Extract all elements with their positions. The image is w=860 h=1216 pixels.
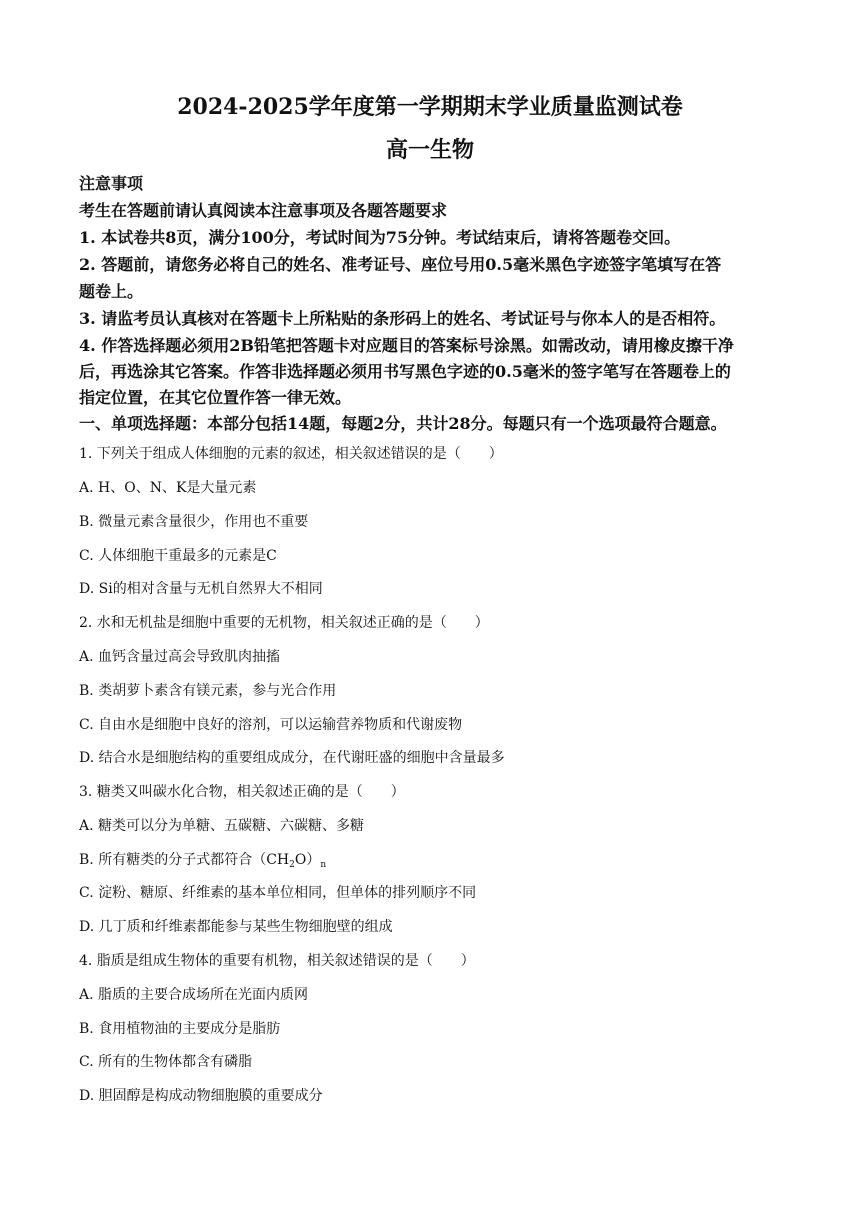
question-3-option-b	[79, 851, 791, 874]
section1-heading: 一、单项选择题：本部分包括14题，每题2分，共计28分。每题只有一个选项最符合题意。	[79, 415, 727, 433]
question-2-option-d: D. 结合水是细胞结构的重要组成成分，在代谢旺盛的细胞中含量最多	[79, 750, 505, 766]
notice-item-2: 2. 答题前，请您务必将自己的姓名、准考证号、座位号用0.5毫米黑色字迹签字笔填写在答	[79, 256, 722, 274]
subject-title: 高一生物	[385, 137, 474, 163]
question-3-option-c: C. 淀粉、糖原、纤维素的基本单位相同，但单体的排列顺序不同	[79, 885, 477, 901]
notice-intro: 考生在答题前请认真阅读本注意事项及各题答题要求	[79, 202, 448, 220]
question-1-option-b: B. 微量元素含量很少，作用也不重要	[79, 514, 309, 530]
exam-title: 2024-2025学年度第一学期期末学业质量监测试卷	[177, 94, 683, 120]
question-1-option-c: C. 人体细胞干重最多的元素是C	[79, 548, 277, 564]
question-3-option-d: D. 几丁质和纤维素都能参与某些生物细胞壁的组成	[79, 919, 393, 935]
question-2-option-a: A. 血钙含量过高会导致肌肉抽搐	[79, 649, 281, 665]
notice-item-2-cont: 题卷上。	[79, 283, 144, 301]
question-4-option-c: C. 所有的生物体都含有磷脂	[79, 1054, 253, 1070]
notice-item-1: 1. 本试卷共8页，满分100分，考试时间为75分钟。考试结束后，请将答题卷交回。	[79, 229, 681, 247]
formula-tail: O）	[294, 852, 321, 868]
notice-item-4-cont: 后，再选涂其它答案。作答非选择题必须用书写黑色字迹的0.5毫米的签字笔写在答题卷上的	[79, 363, 731, 381]
question-1-option-d: D. Si的相对含量与无机自然界大不相同	[79, 581, 323, 597]
notice-item-3: 3. 请监考员认真核对在答题卡上所粘贴的条形码上的姓名、考试证号与你本人的是否相符。	[79, 310, 726, 328]
question-2-stem: 2. 水和无机盐是细胞中重要的无机物，相关叙述正确的是（ ）	[79, 615, 489, 631]
question-4-option-b: B. 食用植物油的主要成分是脂肪	[79, 1021, 281, 1037]
question-4-stem: 4. 脂质是组成生物体的重要有机物，相关叙述错误的是（ ）	[79, 953, 475, 969]
question-3-stem: 3. 糖类又叫碳水化合物，相关叙述正确的是（ ）	[79, 784, 405, 800]
formula-subscript-n: n	[320, 860, 327, 870]
question-1-stem: 1. 下列关于组成人体细胞的元素的叙述，相关叙述错误的是（ ）	[79, 446, 503, 462]
question-3-option-a: A. 糖类可以分为单糖、五碳糖、六碳糖、多糖	[79, 818, 365, 834]
formula-subscript-2: 2	[289, 860, 295, 870]
question-4-option-d: D. 胆固醇是构成动物细胞膜的重要成分	[79, 1088, 323, 1104]
question-2-option-c: C. 自由水是细胞中良好的溶剂，可以运输营养物质和代谢废物	[79, 717, 463, 733]
question-4-option-a: A. 脂质的主要合成场所在光面内质网	[79, 987, 309, 1003]
question-2-option-b: B. 类胡萝卜素含有镁元素，参与光合作用	[79, 683, 337, 699]
notice-heading: 注意事项	[79, 175, 144, 193]
notice-item-4: 4. 作答选择题必须用2B铅笔把答题卡对应题目的答案标号涂黑。如需改动，请用橡皮擦干净	[79, 337, 734, 355]
question-3-option-b-text: B. 所有糖类的分子式都符合（CH	[79, 852, 290, 868]
notice-item-4-end: 指定位置，在其它位置作答一律无效。	[79, 389, 352, 407]
question-1-option-a: A. H、O、N、K是大量元素	[79, 480, 257, 496]
